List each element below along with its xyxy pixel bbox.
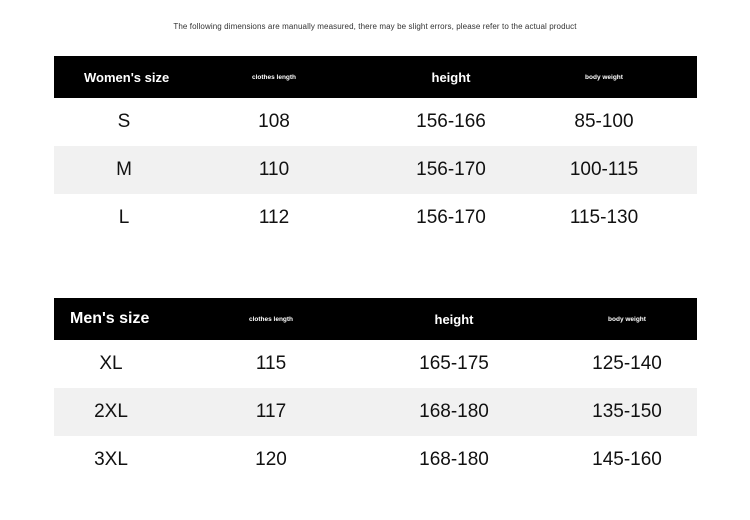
womens-table-header: [54, 56, 697, 98]
size-cell: 2XL: [94, 401, 128, 422]
weight-cell: 145-160: [592, 449, 662, 470]
length-cell: 108: [258, 111, 290, 132]
table-row: [54, 146, 697, 194]
table-row: [54, 388, 697, 436]
mens-size-table: [54, 298, 697, 484]
mens-header-body-weight: body weight: [608, 315, 646, 323]
table-row: [54, 340, 697, 388]
size-cell: S: [117, 111, 131, 132]
womens-header-body-weight: body weight: [585, 73, 623, 81]
womens-size-table: [54, 56, 697, 242]
weight-cell: 115-130: [569, 207, 639, 228]
weight-cell: 85-100: [574, 111, 634, 132]
height-cell: 156-170: [416, 207, 486, 228]
mens-size-title: Men's size: [70, 310, 150, 327]
size-cell: 3XL: [94, 449, 128, 470]
womens-header-height: height: [431, 69, 471, 85]
table-row: [54, 98, 697, 146]
length-cell: 112: [258, 207, 290, 228]
height-cell: 156-170: [416, 159, 486, 180]
height-cell: 156-166: [416, 111, 486, 132]
womens-header-clothes-length: clothes length: [251, 73, 297, 81]
height-cell: 165-175: [419, 353, 489, 374]
height-cell: 168-180: [419, 449, 489, 470]
weight-cell: 100-115: [569, 159, 639, 180]
womens-size-title: Women's size: [84, 69, 170, 85]
size-cell: L: [118, 207, 130, 228]
size-cell: XL: [99, 353, 123, 374]
length-cell: 115: [255, 353, 287, 374]
measurement-note: The following dimensions are manually measured, there may be slight errors, please refer to the actual product: [173, 22, 577, 31]
weight-cell: 125-140: [592, 353, 662, 374]
mens-header-height: height: [434, 311, 474, 327]
size-cell: M: [116, 159, 132, 180]
length-cell: 110: [258, 159, 290, 180]
length-cell: 120: [255, 449, 287, 470]
weight-cell: 135-150: [592, 401, 662, 422]
mens-header-clothes-length: clothes length: [248, 315, 294, 323]
height-cell: 168-180: [419, 401, 489, 422]
mens-table-header: [54, 298, 697, 340]
length-cell: 117: [255, 401, 287, 422]
table-row: [54, 436, 697, 484]
table-row: [54, 194, 697, 242]
